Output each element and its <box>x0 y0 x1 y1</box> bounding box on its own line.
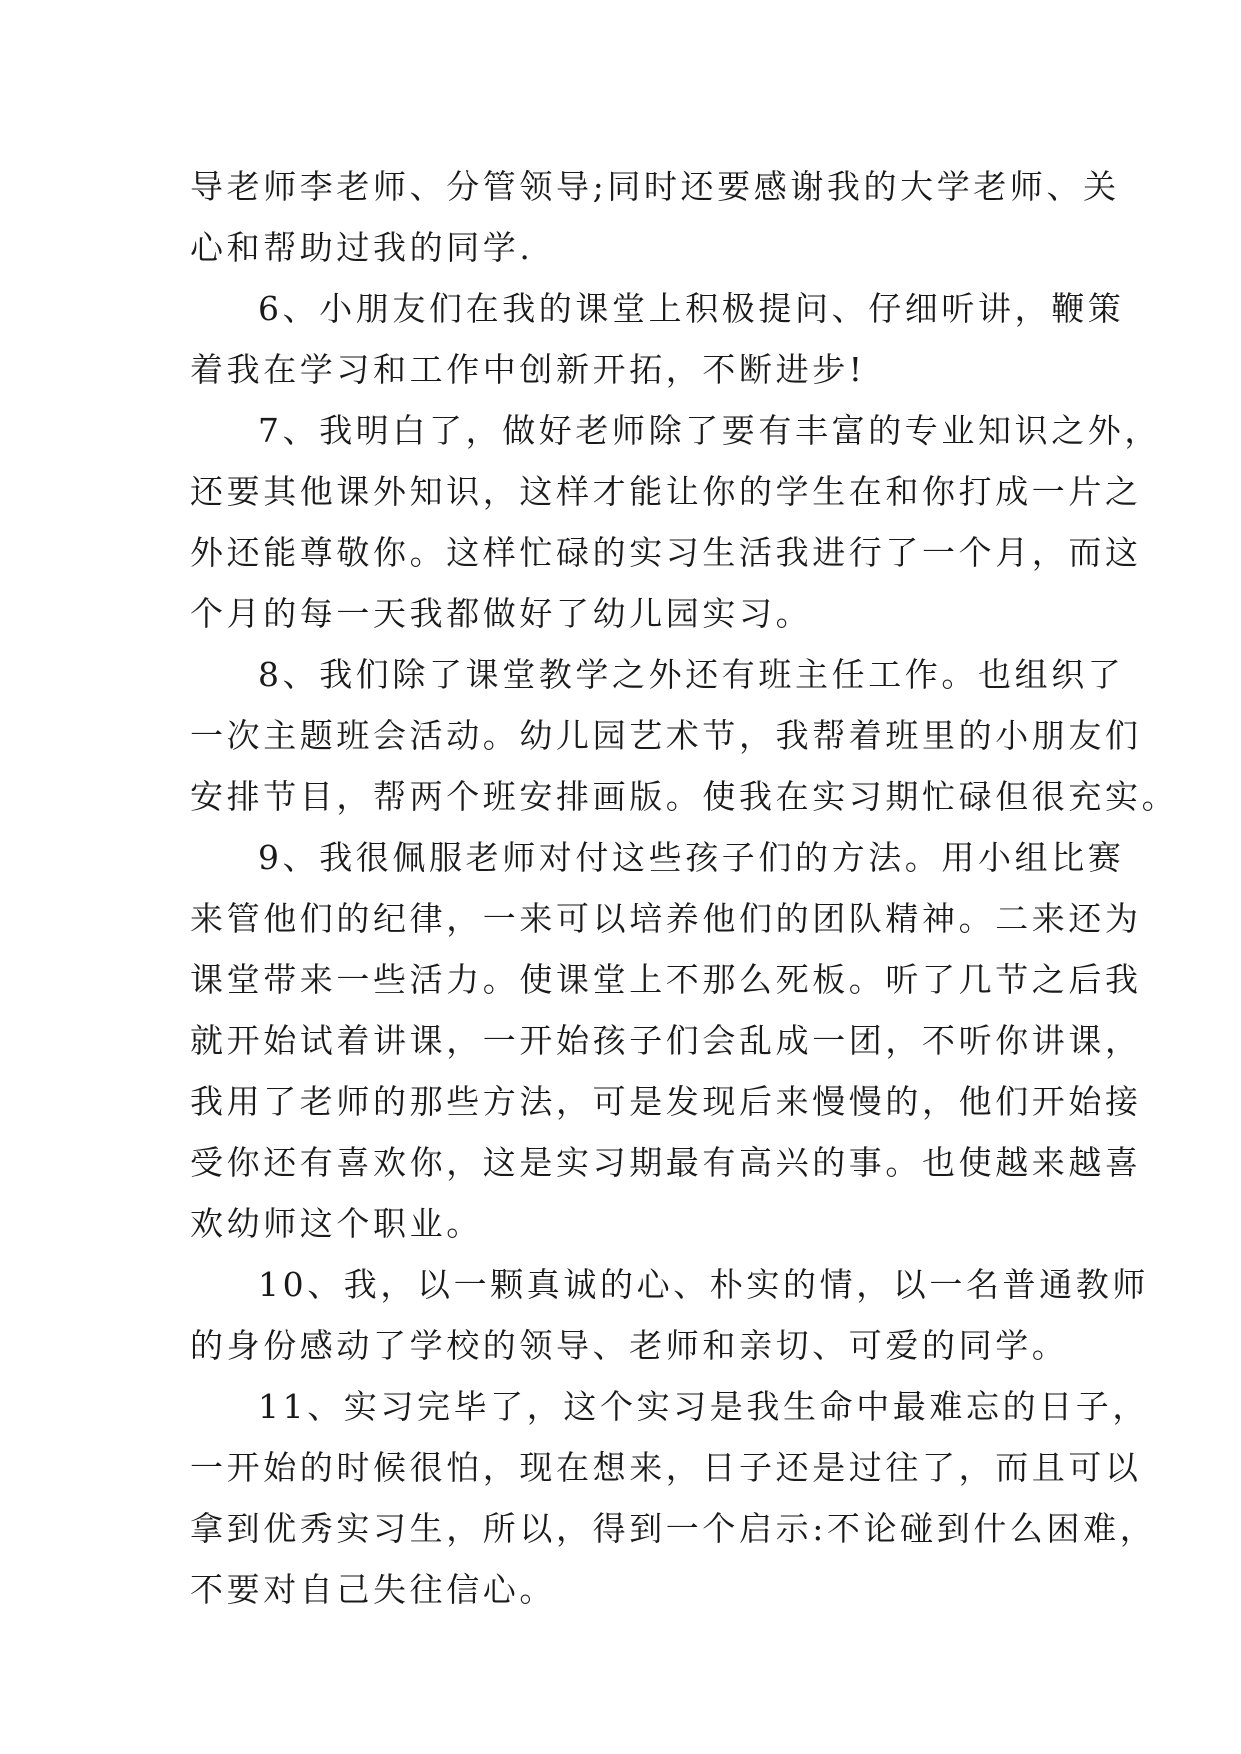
text-line: 导老师李老师、分管领导;同时还要感谢我的大学老师、关 <box>190 167 1120 206</box>
text-line: 欢幼师这个职业。 <box>190 1204 483 1243</box>
text-line: 课堂带来一些活力。使课堂上不那么死板。听了几节之后我 <box>190 960 1142 999</box>
text-line: 还要其他课外知识，这样才能让你的学生在和你打成一片之 <box>190 472 1142 511</box>
paragraph-start-6: 6、小朋友们在我的课堂上积极提问、仔细听讲，鞭策 <box>258 289 1125 328</box>
text-line: 心和帮助过我的同学. <box>190 228 534 267</box>
paragraph-start-7: 7、我明白了，做好老师除了要有丰富的专业知识之外， <box>258 411 1161 450</box>
text-line: 安排节目，帮两个班安排画版。使我在实习期忙碌但很充实。 <box>190 777 1179 816</box>
text-line: 的身份感动了学校的领导、老师和亲切、可爱的同学。 <box>190 1326 1069 1365</box>
paragraph-start-10: 10、我，以一颗真诚的心、朴实的情，以一名普通教师 <box>258 1265 1149 1304</box>
text-line: 一开始的时候很怕，现在想来，日子还是过往了，而且可以 <box>190 1448 1142 1487</box>
paragraph-start-11: 11、实习完毕了，这个实习是我生命中最难忘的日子， <box>258 1387 1149 1426</box>
text-line: 拿到优秀实习生，所以，得到一个启示:不论碰到什么困难， <box>190 1509 1157 1548</box>
text-line: 着我在学习和工作中创新开拓，不断进步! <box>190 350 866 389</box>
document-body <box>190 156 1179 1620</box>
text-line: 不要对自己失往信心。 <box>190 1570 556 1609</box>
paragraph-start-8: 8、我们除了课堂教学之外还有班主任工作。也组织了 <box>258 655 1125 694</box>
text-line: 来管他们的纪律，一来可以培养他们的团队精神。二来还为 <box>190 899 1142 938</box>
text-line: 个月的每一天我都做好了幼儿园实习。 <box>190 594 813 633</box>
text-line: 外还能尊敬你。这样忙碌的实习生活我进行了一个月，而这 <box>190 533 1142 572</box>
text-line: 一次主题班会活动。幼儿园艺术节，我帮着班里的小朋友们 <box>190 716 1142 755</box>
text-line: 受你还有喜欢你，这是实习期最有高兴的事。也使越来越喜 <box>190 1143 1142 1182</box>
paragraph-start-9: 9、我很佩服老师对付这些孩子们的方法。用小组比赛 <box>258 838 1125 877</box>
text-line: 我用了老师的那些方法，可是发现后来慢慢的，他们开始接 <box>190 1082 1142 1121</box>
text-line: 就开始试着讲课，一开始孩子们会乱成一团，不听你讲课， <box>190 1021 1142 1060</box>
